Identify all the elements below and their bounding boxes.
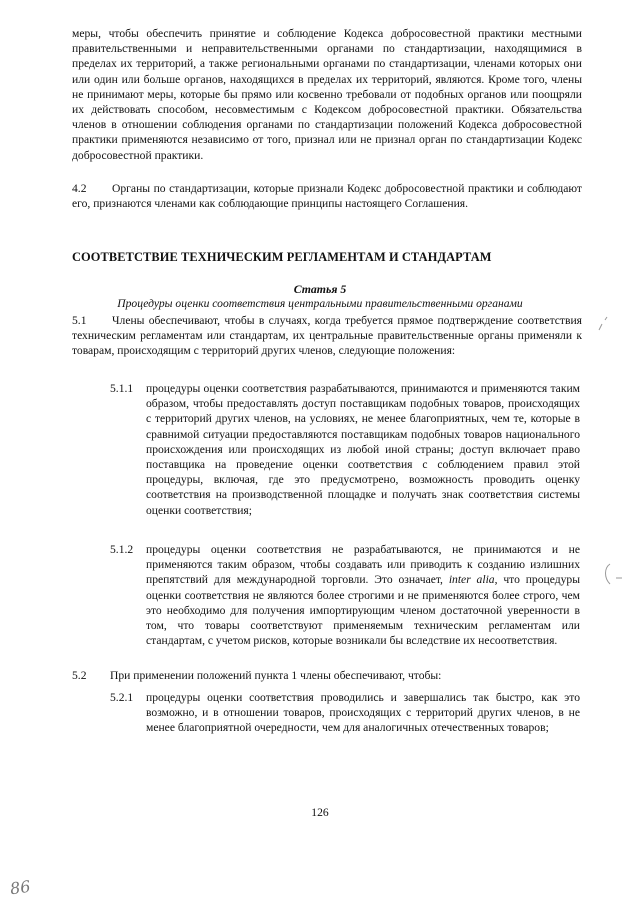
clause-5-1-2-text-before: процедуры оценки соответствия не разрабатываются, не принимаются и не применяются таким образом, чтобы создавать или приводить к созданию излишних препятствий для международной торговли. Это означает, — [146, 543, 580, 587]
margin-scribble-top — [596, 314, 610, 334]
clause-5-1-1-text: процедуры оценки соответствия разрабатываются, принимаются и применяются таким образом, чтобы предоставлять доступ поставщикам подобных товаров, происходящих с территорий других членов, на условиях, не менее благоприятных, чем те, которые в сравнимой ситуации предоставляются поставщикам подобных товаров национального происхождения или происходящих из любой иной страны; доступ включает право поставщика на проведение оценки соответствия с соблюдением правил этой процедуры, включая, где это предусмотрено, возможность проводить оценку соответствия на производственной площадке и получать знак соответствия системы оценки соответствия; — [146, 382, 580, 517]
article-title: Статья 5 — [293, 282, 347, 296]
clause-5-1-2-number: 5.1.2 — [110, 543, 134, 556]
top-paragraph: меры, чтобы обеспечить принятие и соблюдение Кодекса добросовестной практики местными правительственными и неправительственными органами по стандартизации, находящимися в пределах их территорий, а также региональными органами по стандартизации, членами которых они или один или больше органов, находящихся в пределах их территорий, являются. Кроме того, члены не принимают меры, которые бы прямо или косвенно требовали от подобных органов или поощряли их действовать способом, несовместимым с Кодексом добросовестной практики. Обязательства членов в отношении соблюдения органами по стандартизации положений Кодекса добросовестной практики применяются независимо от того, признал или не признал орган по стандартизации Кодекс добросовестной практики. — [72, 27, 582, 162]
handwritten-mark: 86 — [8, 876, 32, 899]
section-heading: СООТВЕТСТВИЕ ТЕХНИЧЕСКИМ РЕГЛАМЕНТАМ И СТАНДАРТАМ — [72, 250, 492, 264]
clause-5-2-1-number: 5.2.1 — [110, 691, 134, 704]
article-subtitle: Процедуры оценки соответствия центральными правительственными органами — [117, 297, 523, 310]
clause-5-1-2-text-after: , что процедуры оценки соответствия не являются более строгими и не применяются более строго, чем это необходимо для получения импортирующим членом достаточной уверенности в том, что товары соответствуют применяемым техническим регламентам или стандартам, с учетом рисков, которые возникали бы вследствие их несоответствия. — [146, 573, 581, 648]
clause-5-2-number: 5.2 — [72, 669, 87, 682]
clause-4-2-number: 4.2 — [72, 182, 87, 195]
clause-5-1-2-text — [146, 542, 580, 648]
page-number: 126 — [311, 806, 329, 819]
clause-5-1-text: Члены обеспечивают, чтобы в случаях, когда требуется прямое подтверждение соответствия техническим регламентам или стандартам, их центральные правительственные органы применяли к товарам, происходящим с территорий других членов, следующие положения: — [72, 314, 582, 358]
clause-5-1-number: 5.1 — [72, 314, 87, 327]
clause-5-1-1-number: 5.1.1 — [110, 382, 134, 395]
clause-5-1-2-latin-phrase: inter alia — [448, 573, 495, 587]
clause-5-2-1-text: процедуры оценки соответствия проводились и завершались так быстро, как это возможно, и в отношении товаров, происходящих с территорий других членов, в не менее благоприятной очередности, чем для аналогичных отечественных товаров; — [146, 691, 580, 735]
clause-4-2-text: Органы по стандартизации, которые признали Кодекс добросовестной практики и соблюдают его, признаются членами как соблюдающие принципы настоящего Соглашения. — [72, 182, 582, 211]
clause-5-2-text: При применении положений пункта 1 члены обеспечивают, чтобы: — [110, 669, 442, 682]
margin-scribble-bracket — [600, 560, 624, 590]
